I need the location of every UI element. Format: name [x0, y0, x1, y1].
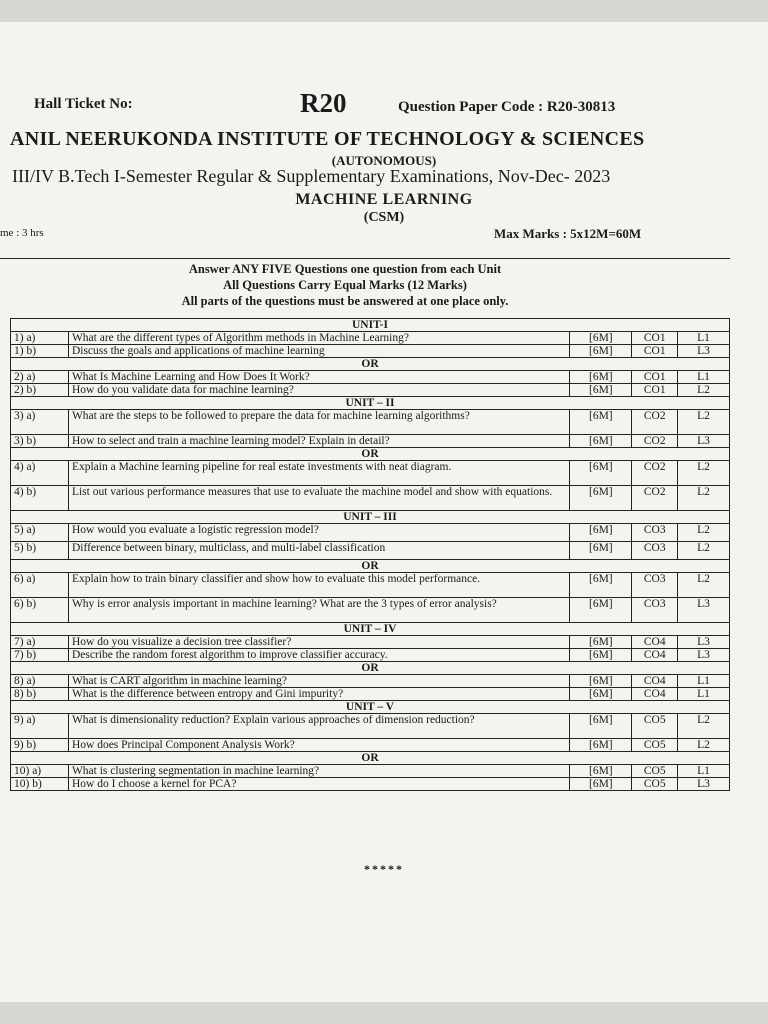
question-marks: [6M] — [570, 435, 632, 448]
bloom-level: L2 — [678, 486, 730, 511]
question-marks: [6M] — [570, 675, 632, 688]
course-outcome: CO2 — [632, 486, 678, 511]
paper-code: Question Paper Code : R20-30813 — [398, 99, 616, 115]
question-text: How to select and train a machine learning model? Explain in detail? — [68, 435, 569, 448]
course-outcome: CO1 — [632, 371, 678, 384]
bloom-level: L2 — [678, 461, 730, 486]
course-outcome: CO4 — [632, 649, 678, 662]
question-row — [11, 649, 730, 662]
question-number: 4) a) — [11, 461, 69, 486]
question-text: Describe the random forest algorithm to improve classifier accuracy. — [68, 649, 569, 662]
course-outcome: CO2 — [632, 410, 678, 435]
question-row — [11, 542, 730, 560]
question-text: Difference between binary, multiclass, and multi-label classification — [68, 542, 569, 560]
question-number: 10) b) — [11, 778, 69, 791]
course-outcome: CO4 — [632, 688, 678, 701]
question-marks: [6M] — [570, 649, 632, 662]
course-outcome: CO2 — [632, 461, 678, 486]
question-marks: [6M] — [570, 345, 632, 358]
question-row — [11, 486, 730, 511]
question-marks: [6M] — [570, 573, 632, 598]
unit-header-row — [11, 560, 730, 573]
question-marks: [6M] — [570, 739, 632, 752]
max-marks: Max Marks : 5x12M=60M — [494, 226, 642, 241]
question-text: What are the steps to be followed to prepare the data for machine learning algorithms? — [68, 410, 569, 435]
question-number: 7) a) — [11, 636, 69, 649]
question-row — [11, 636, 730, 649]
course-outcome: CO3 — [632, 573, 678, 598]
question-row — [11, 573, 730, 598]
question-number: 9) a) — [11, 714, 69, 739]
course-outcome: CO5 — [632, 714, 678, 739]
regulation-code: R20 — [300, 88, 347, 118]
bloom-level: L3 — [678, 778, 730, 791]
question-number: 1) a) — [11, 332, 69, 345]
bloom-level: L2 — [678, 410, 730, 435]
question-number: 3) b) — [11, 435, 69, 448]
question-row — [11, 714, 730, 739]
course-outcome: CO4 — [632, 636, 678, 649]
bloom-level: L2 — [678, 542, 730, 560]
bloom-level: L3 — [678, 345, 730, 358]
question-text: How do you visualize a decision tree classifier? — [68, 636, 569, 649]
question-row — [11, 410, 730, 435]
question-marks: [6M] — [570, 371, 632, 384]
question-text: What is the difference between entropy and Gini impurity? — [68, 688, 569, 701]
question-number: 4) b) — [11, 486, 69, 511]
bloom-level: L2 — [678, 739, 730, 752]
unit-header-row — [11, 701, 730, 714]
course-outcome: CO1 — [632, 332, 678, 345]
question-number: 6) a) — [11, 573, 69, 598]
unit-heading: OR — [11, 752, 730, 765]
question-text: List out various performance measures that use to evaluate the machine model and show with equations. — [68, 486, 569, 511]
question-text: Explain how to train binary classifier and show how to evaluate this model performance. — [68, 573, 569, 598]
question-row — [11, 598, 730, 623]
question-text: How would you evaluate a logistic regression model? — [68, 524, 569, 542]
question-number: 9) b) — [11, 739, 69, 752]
question-marks: [6M] — [570, 636, 632, 649]
bloom-level: L1 — [678, 765, 730, 778]
question-marks: [6M] — [570, 384, 632, 397]
instruction-line: All parts of the questions must be answered at one place only. — [181, 294, 509, 308]
question-marks: [6M] — [570, 332, 632, 345]
subject-title: MACHINE LEARNING — [295, 191, 473, 208]
question-row — [11, 739, 730, 752]
question-number: 7) b) — [11, 649, 69, 662]
question-text: Discuss the goals and applications of machine learning — [68, 345, 569, 358]
course-outcome: CO5 — [632, 739, 678, 752]
question-text: What Is Machine Learning and How Does It Work? — [68, 371, 569, 384]
bloom-level: L3 — [678, 636, 730, 649]
instruction-line: All Questions Carry Equal Marks (12 Marks) — [223, 278, 467, 292]
course-outcome: CO1 — [632, 384, 678, 397]
question-number: 5) a) — [11, 524, 69, 542]
question-text: Why is error analysis important in machine learning? What are the 3 types of error analysis? — [68, 598, 569, 623]
question-marks: [6M] — [570, 598, 632, 623]
time-label: me : 3 hrs — [0, 227, 44, 239]
course-outcome: CO3 — [632, 542, 678, 560]
question-row — [11, 384, 730, 397]
bloom-level: L2 — [678, 524, 730, 542]
question-row — [11, 778, 730, 791]
questions-table — [10, 318, 730, 791]
bloom-level: L2 — [678, 714, 730, 739]
question-text: What is CART algorithm in machine learning? — [68, 675, 569, 688]
unit-heading: UNIT – IV — [11, 623, 730, 636]
question-number: 8) a) — [11, 675, 69, 688]
question-row — [11, 765, 730, 778]
question-marks: [6M] — [570, 778, 632, 791]
question-marks: [6M] — [570, 714, 632, 739]
question-number: 6) b) — [11, 598, 69, 623]
unit-heading: UNIT – V — [11, 701, 730, 714]
course-outcome: CO3 — [632, 524, 678, 542]
question-row — [11, 675, 730, 688]
question-marks: [6M] — [570, 461, 632, 486]
question-row — [11, 435, 730, 448]
question-text: How does Principal Component Analysis Work? — [68, 739, 569, 752]
autonomous-label: (AUTONOMOUS) — [331, 153, 437, 168]
question-number: 5) b) — [11, 542, 69, 560]
end-marker: ***** — [364, 862, 404, 876]
question-row — [11, 524, 730, 542]
course-outcome: CO5 — [632, 778, 678, 791]
question-row — [11, 332, 730, 345]
bloom-level: L1 — [678, 675, 730, 688]
question-marks: [6M] — [570, 765, 632, 778]
bloom-level: L3 — [678, 649, 730, 662]
bloom-level: L1 — [678, 371, 730, 384]
question-number: 3) a) — [11, 410, 69, 435]
unit-header-row — [11, 358, 730, 371]
course-outcome: CO1 — [632, 345, 678, 358]
question-marks: [6M] — [570, 486, 632, 511]
hall-ticket-label: Hall Ticket No: — [34, 96, 133, 112]
divider — [0, 258, 730, 259]
unit-heading: UNIT-I — [11, 319, 730, 332]
question-row — [11, 345, 730, 358]
unit-heading: OR — [11, 358, 730, 371]
question-row — [11, 688, 730, 701]
question-number: 8) b) — [11, 688, 69, 701]
question-number: 1) b) — [11, 345, 69, 358]
bloom-level: L3 — [678, 598, 730, 623]
question-text: What are the different types of Algorithm methods in Machine Learning? — [68, 332, 569, 345]
question-row — [11, 461, 730, 486]
course-outcome: CO5 — [632, 765, 678, 778]
question-text: Explain a Machine learning pipeline for real estate investments with neat diagram. — [68, 461, 569, 486]
unit-heading: OR — [11, 662, 730, 675]
question-number: 2) b) — [11, 384, 69, 397]
exam-title: III/IV B.Tech I-Semester Regular & Supplementary Examinations, Nov-Dec- 2023 — [12, 166, 611, 186]
question-marks: [6M] — [570, 524, 632, 542]
unit-header-row — [11, 448, 730, 461]
question-number: 10) a) — [11, 765, 69, 778]
question-marks: [6M] — [570, 688, 632, 701]
question-text: How do I choose a kernel for PCA? — [68, 778, 569, 791]
unit-header-row — [11, 752, 730, 765]
question-marks: [6M] — [570, 542, 632, 560]
course-outcome: CO4 — [632, 675, 678, 688]
unit-header-row — [11, 397, 730, 410]
unit-header-row — [11, 319, 730, 332]
course-outcome: CO3 — [632, 598, 678, 623]
question-row — [11, 371, 730, 384]
bloom-level: L1 — [678, 332, 730, 345]
question-text: What is clustering segmentation in machine learning? — [68, 765, 569, 778]
instruction-line: Answer ANY FIVE Questions one question from each Unit — [188, 262, 502, 276]
branch-label: (CSM) — [363, 210, 405, 225]
bloom-level: L2 — [678, 573, 730, 598]
bloom-level: L3 — [678, 435, 730, 448]
unit-heading: UNIT – III — [11, 511, 730, 524]
question-marks: [6M] — [570, 410, 632, 435]
course-outcome: CO2 — [632, 435, 678, 448]
unit-header-row — [11, 662, 730, 675]
unit-heading: OR — [11, 448, 730, 461]
bloom-level: L2 — [678, 384, 730, 397]
unit-heading: OR — [11, 560, 730, 573]
bloom-level: L1 — [678, 688, 730, 701]
unit-header-row — [11, 511, 730, 524]
unit-header-row — [11, 623, 730, 636]
institute-name: ANIL NEERUKONDA INSTITUTE OF TECHNOLOGY & SCIENCES — [10, 128, 645, 150]
question-text: What is dimensionality reduction? Explain various approaches of dimension reduction? — [68, 714, 569, 739]
unit-heading: UNIT – II — [11, 397, 730, 410]
question-text: How do you validate data for machine learning? — [68, 384, 569, 397]
question-number: 2) a) — [11, 371, 69, 384]
